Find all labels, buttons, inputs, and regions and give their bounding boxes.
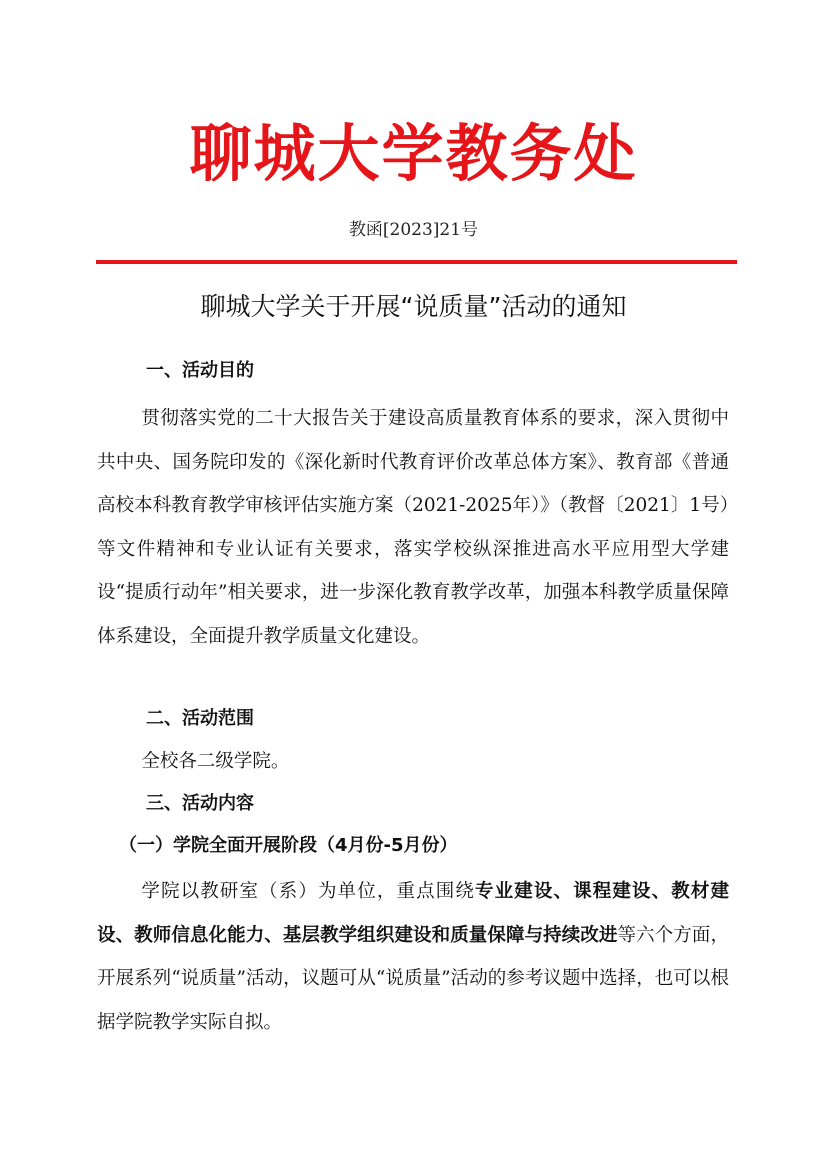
section-body-content — [97, 870, 729, 1044]
notice-title: 聊城大学关于开展“说质量”活动的通知 — [200, 292, 627, 321]
section-body-scope: 全校各二级学院。 — [141, 751, 290, 772]
red-separator-line — [96, 260, 737, 264]
content-body-focus-areas: 专业建设、课程建设、教材建设、教师信息化能力、基层教学组织建设和质量保障与持续改进 — [97, 881, 729, 946]
content-body-tail: 等六个方面，开展系列“说质量”活动，议题可从“说质量”活动的参考议题中选择，也可以根据学院教学实际自拟。 — [97, 924, 729, 1033]
section-heading-scope: 二、活动范围 — [146, 708, 254, 729]
document-number: 教函[2023]21号 — [348, 220, 479, 240]
section-body-purpose: 贯彻落实党的二十大报告关于建设高质量教育体系的要求，深入贯彻中共中央、国务院印发的《深化新时代教育评价改革总体方案》、教育部《普通高校本科教育教学审核评估实施方案（2021-2025年）》（教督〔2021〕1号）等文件精神和专业认证有关要求，落实学校纵深推进高水平应用型大学建设“提质行动年”相关要求，进一步深化教育教学改革，加强本科教学质量保障体系建设，全面提升教学质量文化建设。 — [97, 408, 729, 647]
stage-heading: （一）学院全面开展阶段（4月份-5月份） — [119, 835, 458, 856]
section-heading-content: 三、活动内容 — [146, 793, 254, 814]
content-body-lead: 学院以教研室（系）为单位，重点围绕 — [141, 881, 475, 902]
issuing-office-title: 聊城大学教务处 — [189, 117, 638, 190]
section-heading-purpose: 一、活动目的 — [146, 360, 254, 381]
